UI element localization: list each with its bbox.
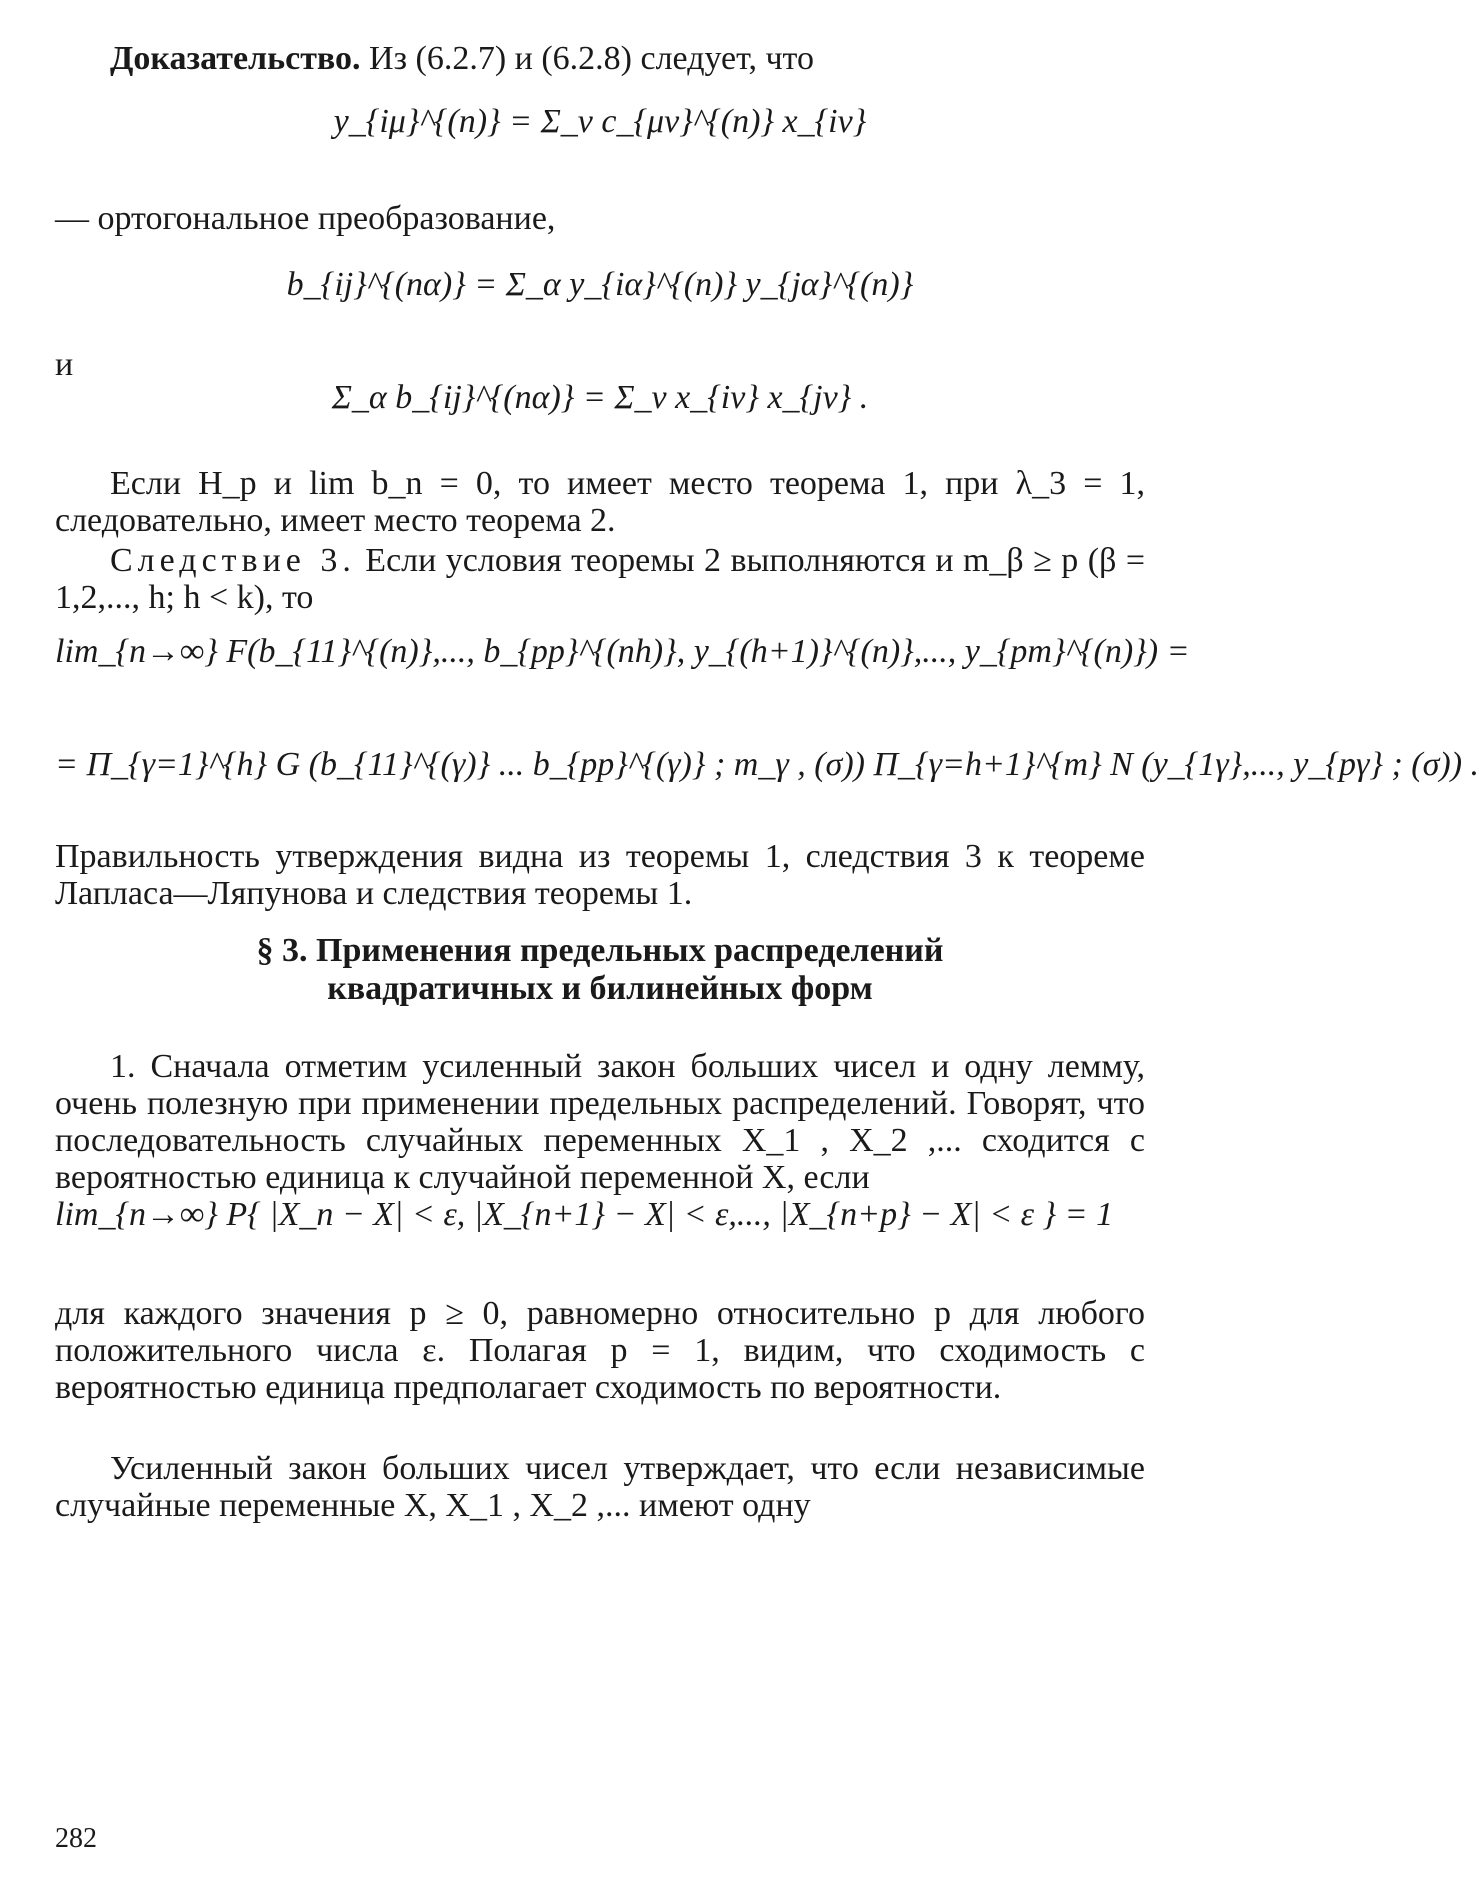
corollary-label: Следствие 3.: [110, 542, 356, 579]
paragraph-2: для каждого значения p ≥ 0, равномерно относительно p для любого положительного числа ε. Полагая p = 1, видим, что сходимость с вероятностью единица предполагает сходимость по вероятности.: [55, 1295, 1145, 1407]
equation-b: b_{ij}^{(nα)} = Σ_α y_{iα}^{(n)} y_{jα}^{(n)}: [286, 266, 914, 303]
equation-probability: lim_{n→∞} P{ |X_n − X| < ε, |X_{n+1} − X| < ε,..., |X_{n+p} − X| < ε } = 1: [55, 1196, 1114, 1233]
paragraph-3: Усиленный закон больших чисел утверждает, что если независимые случайные переменные X, X_1 , X_2 ,... имеют одну: [55, 1450, 1145, 1525]
proof-text: Из (6.2.7) и (6.2.8) следует, что: [360, 40, 814, 77]
if-paragraph: Если H_p и lim b_n = 0, то имеет место теорема 1, при λ_3 = 1, следовательно, имеет место теорема 2.: [55, 465, 1145, 540]
equation-y: y_{iμ}^{(n)} = Σ_ν c_{μν}^{(n)} x_{iν}: [333, 103, 867, 140]
equation-limit-f: lim_{n→∞} F(b_{11}^{(n)},..., b_{pp}^{(nh)}, y_{(h+1)}^{(n)},..., y_{pm}^{(n)}) =: [55, 633, 1190, 670]
paragraph-1: 1. Сначала отметим усиленный закон больших чисел и одну лемму, очень полезную при применении предельных распределений. Говорят, что последовательность случайных переменных X_1 , X_2 ,... сходится с вероятностью единица к случайной переменной X, если: [55, 1048, 1145, 1197]
equation-product: = Π_{γ=1}^{h} G (b_{11}^{(γ)} ... b_{pp}^{(γ)} ; m_γ , (σ)) Π_{γ=h+1}^{m} N (y_{1γ},..., y_{pγ} ; (σ)) .: [55, 746, 1479, 783]
section-heading-line2: квадратичных и билинейных форм: [327, 970, 873, 1008]
page-number: 282: [55, 1823, 97, 1854]
document-page: [55, 40, 1479, 1860]
section-heading: [55, 932, 1145, 1008]
section-heading-line1: § 3. Применения предельных распределений: [256, 932, 944, 969]
corollary-paragraph: [55, 542, 1145, 616]
proof-paragraph: [55, 40, 1145, 77]
equation-sum: Σ_α b_{ij}^{(nα)} = Σ_ν x_{iν} x_{jν} .: [331, 379, 869, 416]
corollary-text: Если условия теоремы 2 выполняются и m_β ≥ p (β = 1,2,..., h; h < k), то: [55, 542, 1146, 617]
proof-label: Доказательство.: [110, 40, 361, 77]
and-text: и: [55, 346, 74, 383]
orthogonal-text: — ортогональное преобразование,: [55, 200, 556, 237]
validity-paragraph: Правильность утверждения видна из теоремы 1, следствия 3 к теореме Лапласа—Ляпунова и следствия теоремы 1.: [55, 838, 1145, 913]
